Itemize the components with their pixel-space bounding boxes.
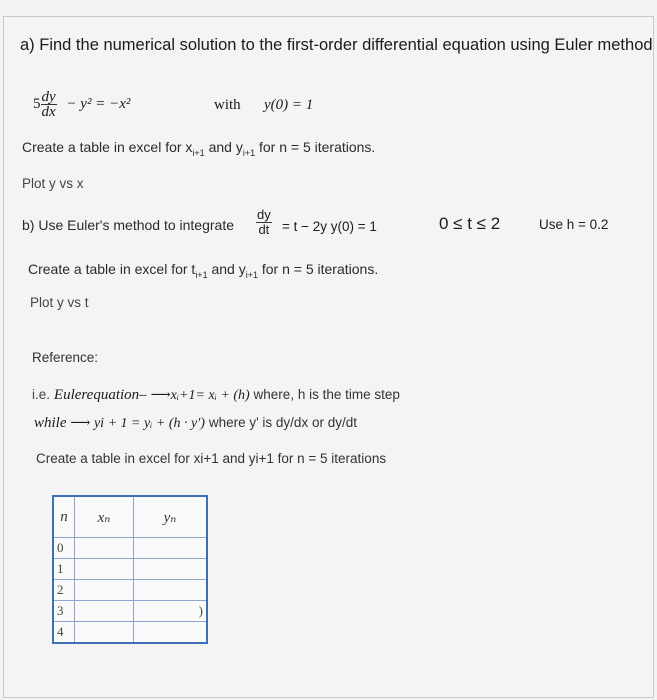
- iteration-table: [52, 495, 208, 644]
- b-instruction-sub-2: i+1: [245, 269, 258, 280]
- table-header-row: [53, 496, 207, 538]
- part-a-table-instruction: [22, 139, 375, 158]
- header-n: n: [53, 496, 75, 538]
- table-row: [53, 622, 207, 644]
- instruction-sub-2: i+1: [242, 147, 256, 158]
- cell-x: [75, 580, 134, 601]
- row-index: 0: [53, 538, 75, 559]
- cell-x: [75, 601, 134, 622]
- cell-y: [134, 559, 208, 580]
- with-label: with: [214, 97, 241, 113]
- part-b-fraction: [256, 208, 272, 237]
- initial-condition: y(0) = 1: [264, 97, 314, 113]
- row-index: 2: [53, 580, 75, 601]
- cell-y: [134, 538, 208, 559]
- euler-x-equation: ⟶xᵢ+1= xᵢ + (h): [150, 388, 250, 403]
- instruction-suffix: for n = 5 iterations.: [255, 139, 376, 155]
- time-step-note: where, h is the time step: [253, 387, 400, 402]
- fraction-denominator: dx: [41, 104, 56, 120]
- equation-rest: − y² = −x²: [66, 95, 131, 112]
- cell-x: [75, 559, 134, 580]
- b-instruction-suffix: for n = 5 iterations.: [257, 261, 379, 277]
- while-label: while: [34, 415, 67, 431]
- derivative-note: where y' is dy/dx or dy/dt: [208, 415, 357, 430]
- cell-y: [134, 580, 208, 601]
- b-instruction-sub-1: i+1: [195, 269, 208, 280]
- reference-line-3: Create a table in excel for xi+1 and yi+1 for n = 5 iterations: [36, 451, 387, 466]
- part-b-plot: Plot y vs t: [30, 295, 89, 310]
- instruction-sub-1: i+1: [192, 147, 205, 158]
- part-a-plot: Plot y vs x: [22, 176, 84, 191]
- reference-line-1: [32, 386, 400, 404]
- instruction-prefix: Create a table in excel for x: [22, 139, 193, 155]
- part-b-intro: b) Use Euler's method to integrate: [22, 217, 235, 233]
- part-b-numerator: dy: [257, 207, 271, 222]
- derivative-fraction: [41, 90, 57, 119]
- part-b-equation: = t − 2y y(0) = 1: [282, 219, 377, 234]
- part-b-step: Use h = 0.2: [539, 217, 609, 232]
- cell-y: ): [134, 601, 208, 622]
- part-b-range: 0 ≤ t ≤ 2: [439, 214, 501, 233]
- part-b-derivative: [256, 208, 272, 237]
- reference-line-2: [34, 414, 357, 432]
- part-b-denominator: dt: [258, 222, 270, 237]
- table-row: [53, 601, 207, 622]
- row-index: 1: [53, 559, 75, 580]
- row-index: 3: [53, 601, 75, 622]
- b-instruction-prefix: Create a table in excel for t: [28, 261, 196, 277]
- cell-x: [75, 538, 134, 559]
- euler-y-equation: ⟶ yi + 1 = yᵢ + (h · y′): [70, 416, 205, 431]
- instruction-mid: and y: [204, 139, 243, 155]
- table-row: [53, 580, 207, 601]
- cell-y: [134, 622, 208, 644]
- table-row: [53, 538, 207, 559]
- euler-equation-name: Eulerequation–: [53, 387, 147, 403]
- ie-prefix: i.e.: [32, 387, 51, 402]
- b-instruction-mid: and y: [207, 261, 246, 277]
- header-xn: xₙ: [75, 496, 134, 538]
- part-a-title: a) Find the numerical solution to the first-order differential equation using Euler method: [20, 36, 653, 54]
- cell-x: [75, 622, 134, 644]
- fraction-numerator: dy: [41, 89, 56, 105]
- part-b-table-instruction: [28, 261, 378, 280]
- part-a-equation: [33, 90, 130, 119]
- table-row: [53, 559, 207, 580]
- row-index: 4: [53, 622, 75, 644]
- coefficient: 5: [33, 95, 41, 112]
- header-yn: yₙ: [134, 496, 208, 538]
- reference-label: Reference:: [32, 350, 99, 365]
